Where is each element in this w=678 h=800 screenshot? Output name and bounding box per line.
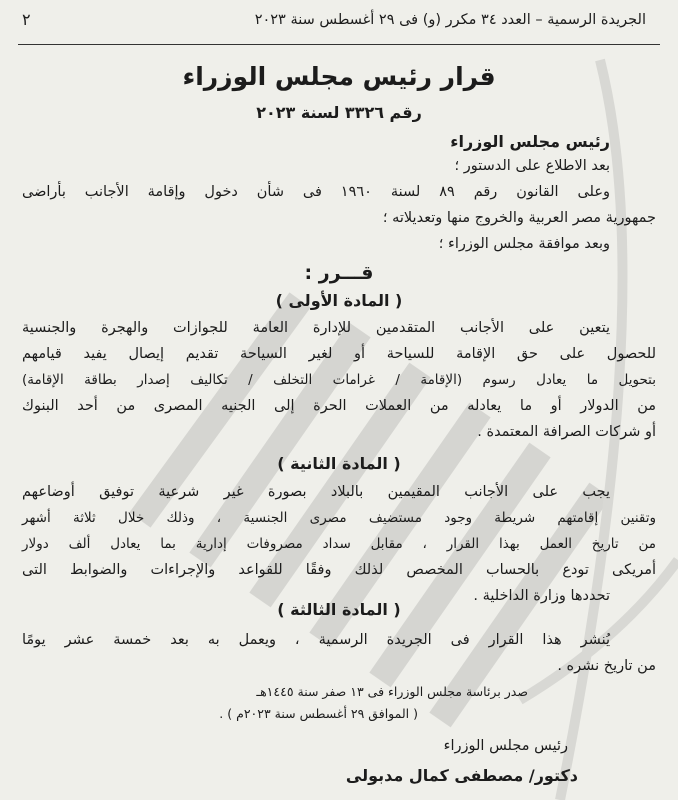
- preamble-line: وعلى القانون رقم ٨٩ لسنة ١٩٦٠ فى شأن دخول وإقامة الأجانب بأراضى: [22, 184, 611, 200]
- article-1-line: من الدولار أو ما يعادله من العملات الحرة إلى الجنيه المصرى من أحد البنوك: [22, 398, 656, 414]
- article-2-heading: ( المادة الثانية ): [277, 454, 401, 473]
- issued-date-gregorian: ( الموافق ٢٩ أغسطس سنة ٢٠٢٣م ) .: [219, 706, 418, 721]
- article-1-line: أو شركات الصرافة المعتمدة .: [477, 424, 656, 440]
- article-2-line: وتقنين إقامتهم شريطة وجود مستضيف مصرى الجنسية ، وذلك خلال ثلاثة أشهر: [22, 510, 656, 526]
- article-1-line: يتعين على الأجانب المتقدمين للإدارة العامة للجوازات والهجرة والجنسية: [22, 320, 610, 336]
- article-1-heading: ( المادة الأولى ): [275, 291, 403, 310]
- article-3-heading: ( المادة الثالثة ): [277, 600, 401, 619]
- decree-title: قرار رئيس مجلس الوزراء: [182, 62, 496, 91]
- article-3-line: من تاريخ نشره .: [557, 658, 656, 674]
- article-1-line: للحصول على حق الإقامة للسياحة أو لغير السياحة تقديم إيصال يفيد قيامهم: [22, 346, 656, 362]
- signature-role: رئيس مجلس الوزراء: [443, 738, 568, 754]
- article-3-line: يُنشر هذا القرار فى الجريدة الرسمية ، ويعمل به بعد خمسة عشر يومًا: [22, 632, 610, 648]
- preamble-line: بعد الاطلاع على الدستور ؛: [454, 158, 610, 174]
- decided-heading: قـــرر :: [304, 262, 374, 284]
- article-1-line: بتحويل ما يعادل رسوم (الإقامة / غرامات التخلف / تكاليف إصدار بطاقة الإقامة): [22, 372, 656, 388]
- issuer-heading: رئيس مجلس الوزراء: [450, 132, 610, 151]
- preamble-line: وبعد موافقة مجلس الوزراء ؛: [438, 236, 610, 252]
- signature-name: دكتور/ مصطفى كمال مدبولى: [345, 766, 578, 785]
- issued-date-hijri: صدر برئاسة مجلس الوزراء فى ١٣ صفر سنة ١٤٤٥هـ: [256, 684, 528, 699]
- decree-number: رقم ٣٣٢٦ لسنة ٢٠٢٣: [256, 103, 422, 122]
- gazette-header: الجريدة الرسمية – العدد ٣٤ مكرر (و) فى ٢٩ أغسطس سنة ٢٠٢٣: [254, 12, 646, 28]
- article-2-line: من تاريخ العمل بهذا القرار ، مقابل سداد مصروفات إدارية بما يعادل ألف دولار: [22, 536, 656, 552]
- header-rule: [18, 44, 660, 45]
- article-2-line: تحددها وزارة الداخلية .: [473, 588, 610, 604]
- preamble-line: جمهورية مصر العربية والخروج منها وتعديلاته ؛: [382, 210, 656, 226]
- article-2-line: يجب على الأجانب المقيمين بالبلاد بصورة غير شرعية توفيق أوضاعهم: [22, 484, 610, 500]
- article-2-line: أمريكى تودع بالحساب المخصص لذلك وفقًا للقواعد والإجراءات والضوابط التى: [22, 562, 656, 578]
- page-number: ٢: [22, 10, 31, 29]
